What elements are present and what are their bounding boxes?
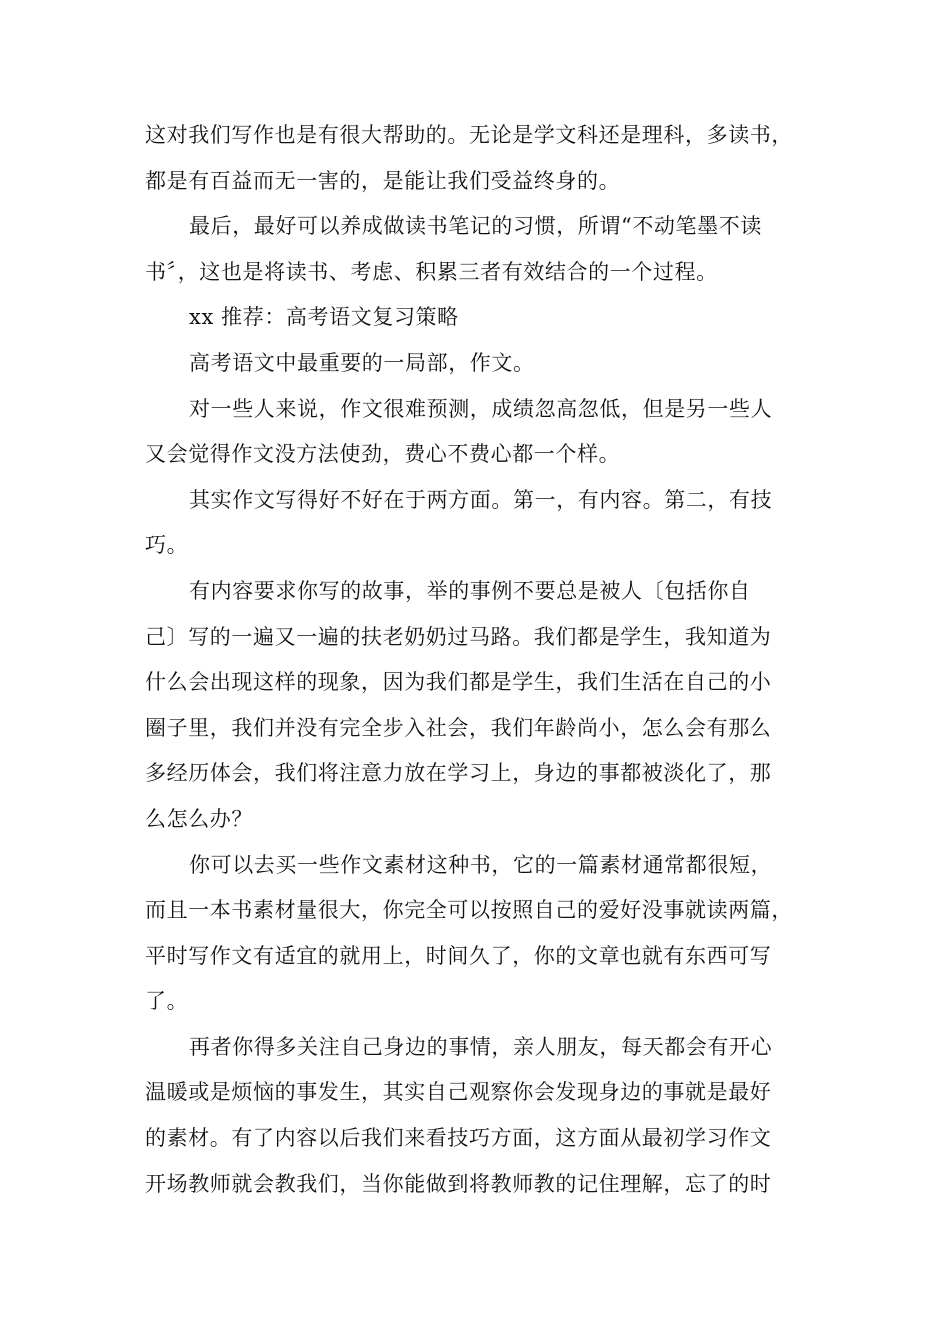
paragraph	[145, 295, 823, 341]
text-line: 圈子里，我们并没有完全步入社会，我们年龄尚小，怎么会有那么	[145, 715, 772, 740]
text-line: 平时写作文有适宜的就用上，时间久了，你的文章也就有东西可写	[145, 943, 772, 968]
text-line: 什么会出现这样的现象，因为我们都是学生，我们生活在自己的小	[145, 670, 772, 695]
text-line: 你可以去买一些作文素材这种书，它的一篇素材通常都很短，	[189, 852, 773, 877]
paragraph	[145, 843, 823, 1025]
text-line: 其实作文写得好不好在于两方面。第一，有内容。第二，有技	[189, 487, 773, 512]
text-line: 高考语文中最重要的一局部，作文。	[189, 350, 535, 375]
paragraph	[145, 478, 823, 569]
text-line: xx 推荐：高考语文复习策略	[189, 305, 459, 330]
paragraph	[145, 387, 823, 478]
text-line: 都是有百益而无一害的，是能让我们受益终身的。	[145, 168, 621, 193]
text-line: 么怎么办？	[145, 806, 253, 831]
document-body	[145, 113, 823, 1207]
paragraph	[145, 341, 823, 387]
text-line: 了。	[145, 989, 189, 1014]
text-line: 巧。	[145, 533, 189, 558]
text-line: 的素材。有了内容以后我们来看技巧方面，这方面从最初学习作文	[145, 1126, 772, 1151]
paragraph	[145, 1025, 823, 1207]
text-line: 再者你得多关注自己身边的事情，亲人朋友，每天都会有开心	[189, 1034, 773, 1059]
text-line: 有内容要求你写的故事，举的事例不要总是被人〔包括你自	[189, 578, 751, 603]
text-line: 多经历体会，我们将注意力放在学习上，身边的事都被淡化了，那	[145, 761, 772, 786]
paragraph	[145, 569, 823, 843]
paragraph	[145, 204, 823, 295]
text-line: 温暖或是烦恼的事发生，其实自己观察你会发现身边的事就是最好	[145, 1080, 772, 1105]
text-line: 而且一本书素材量很大，你完全可以按照自己的爱好没事就读两篇，	[145, 898, 793, 923]
paragraph	[145, 113, 823, 204]
text-line: 己〕写的一遍又一遍的扶老奶奶过马路。我们都是学生，我知道为	[145, 624, 772, 649]
text-line: 开场教师就会教我们，当你能做到将教师教的记住理解，忘了的时	[145, 1171, 772, 1196]
text-line: 这对我们写作也是有很大帮助的。无论是学文科还是理科，多读书，	[145, 123, 793, 147]
text-line: 对一些人来说，作文很难预测，成绩忽高忽低，但是另一些人	[189, 396, 773, 421]
text-line: 最后，最好可以养成做读书笔记的习惯，所谓“不动笔墨不读	[189, 214, 762, 239]
text-line: 又会觉得作文没方法使劲，费心不费心都一个样。	[145, 442, 621, 467]
text-line: 书〞，这也是将读书、考虑、积累三者有效结合的一个过程。	[145, 259, 718, 284]
